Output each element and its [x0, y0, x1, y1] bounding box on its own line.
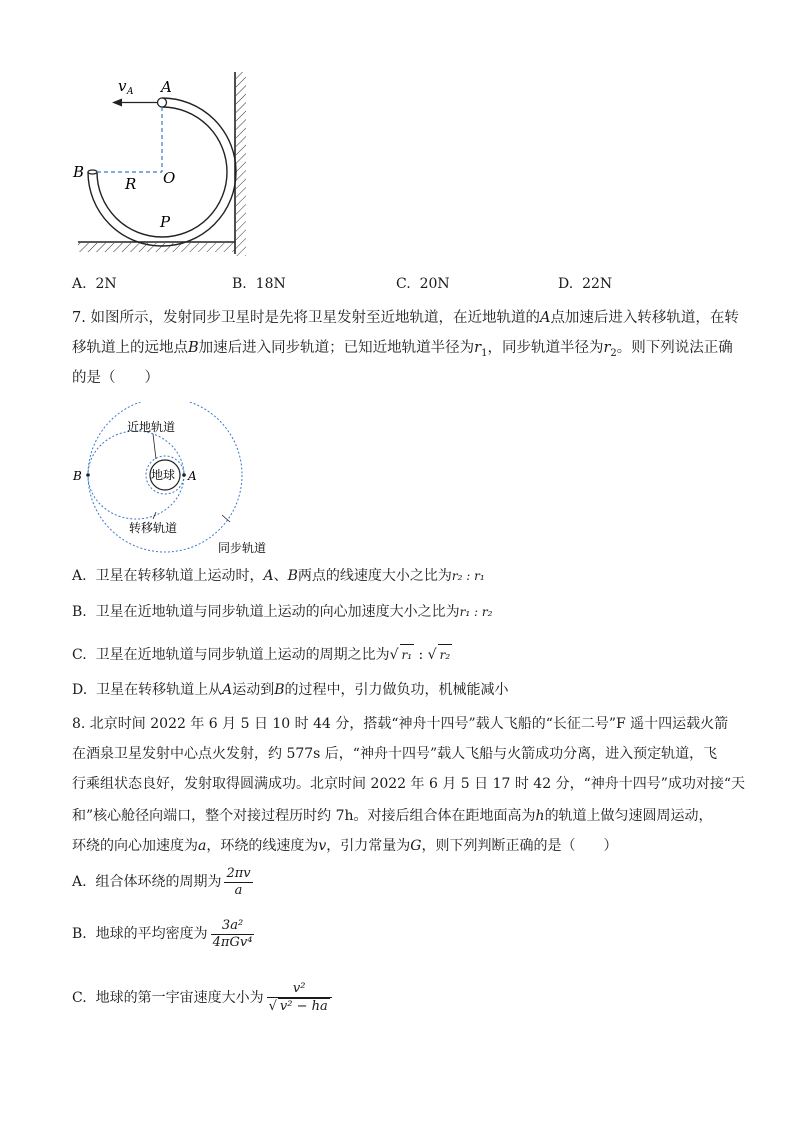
q7-option-a[interactable]: A. 卫星在转移轨道上运动时，A、B两点的线速度大小之比为r₂ : r₁	[72, 568, 485, 584]
q7-stem-line-3: 的是（ ）	[72, 370, 159, 386]
q8-option-c[interactable]: C. 地球的第一宇宙速度大小为 $\frac{\text{v²}}{\text{√ v² − ha}}$	[72, 978, 332, 1018]
label-sync-orbit: 同步轨道	[218, 541, 267, 555]
tube-figure	[70, 66, 260, 262]
label-r: R	[125, 175, 137, 193]
fraction-period: $\frac{2\pi v}{a}$	[226, 865, 251, 898]
q7-option-c[interactable]: C. 卫星在近地轨道与同步轨道上运动的周期之比为√ r₁ : √ r₂	[72, 644, 452, 665]
q8-stem-line-2: 在酒泉卫星发射中心点火发射，约 577s 后，“神舟十四号”载人飞船与火箭成功分离，进入预定轨道，飞	[72, 746, 718, 762]
fraction-first-cosmic-velocity: $\frac{\text{v²}}{\text{√ v² − ha}}$	[267, 981, 332, 1015]
label-a: A	[161, 78, 172, 96]
q8-stem-line-4: 和”核心舱径向端口，整个对接过程历时约 7h。对接后组合体在距地面高为h的轨道上做匀速圆周运动，	[72, 808, 713, 824]
label-earth: 地球	[151, 468, 176, 482]
q8-stem-line-5: 环绕的向心加速度为a，环绕的线速度为v，引力常量为G，则下列判断正确的是（ ）	[72, 838, 618, 854]
label-near-orbit: 近地轨道	[127, 420, 176, 434]
label-transfer-orbit: 转移轨道	[129, 521, 178, 535]
point-a	[182, 473, 186, 477]
label-o: O	[163, 169, 176, 187]
label-p: P	[160, 213, 171, 231]
q6-option-a[interactable]: A. 2N	[72, 276, 117, 292]
ball-a	[158, 98, 167, 107]
label-point-a: A	[188, 469, 197, 483]
q7-stem-line-2: 移轨道上的远地点B加速后进入同步轨道；已知近地轨道半径为$r_1$，同步轨道半径为$r_2$。则下列说法正确	[72, 340, 733, 359]
orbit-figure	[70, 402, 280, 562]
q8-stem-line-1: 8. 北京时间 2022 年 6 月 5 日 10 时 44 分，搭载“神舟十四号”载人飞船的“长征二号”F 遥十四运载火箭	[72, 716, 729, 732]
label-b: B	[73, 163, 85, 181]
wall-hatch	[236, 72, 246, 256]
arrow-head-icon	[112, 99, 122, 107]
q7-option-d[interactable]: D. 卫星在转移轨道上从A运动到B的过程中，引力做负功，机械能减小	[72, 682, 509, 698]
q8-option-b[interactable]: B. 地球的平均密度为 $\frac{\text{3a²}}{\text{4πGv⁴}}$	[72, 917, 253, 950]
q6-option-c[interactable]: C. 20N	[396, 276, 450, 292]
floor-hatch	[78, 243, 236, 252]
tube-end-b	[88, 170, 97, 174]
q7-option-b[interactable]: B. 卫星在近地轨道与同步轨道上运动的向心加速度大小之比为r₁ : r₂	[72, 604, 493, 620]
fraction-density: $\frac{\text{3a²}}{\text{4πGv⁴}}$	[212, 917, 253, 950]
label-point-b: B	[73, 469, 82, 483]
sync-orbit-leader	[222, 515, 230, 522]
q8-stem-line-3: 行乘组状态良好，发射取得圆满成功。北京时间 2022 年 6 月 5 日 17 时 42 分，“神舟十四号”成功对接“天	[72, 776, 746, 792]
near-orbit-leader	[153, 434, 156, 459]
q6-option-d[interactable]: D. 22N	[558, 276, 613, 292]
q6-option-b[interactable]: B. 18N	[232, 276, 286, 292]
label-v-sub: A	[127, 87, 134, 97]
point-b	[86, 473, 90, 477]
label-v: v	[118, 77, 127, 95]
q7-stem-line-1: 7. 如图所示，发射同步卫星时是先将卫星发射至近地轨道，在近地轨道的A点加速后进入转移轨道，在转	[72, 310, 739, 326]
q8-option-a[interactable]: A. 组合体环绕的周期为 $\frac{2\pi v}{a}$	[72, 865, 251, 898]
